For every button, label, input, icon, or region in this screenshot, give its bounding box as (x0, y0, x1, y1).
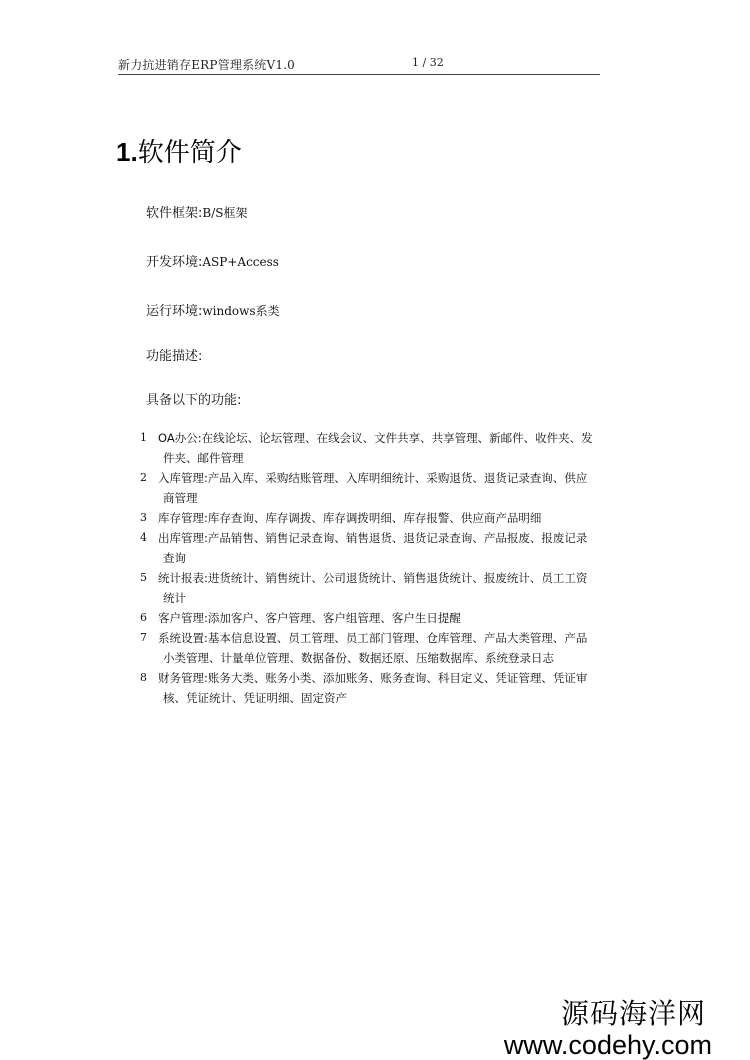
runtime-label: 运行环境: (146, 304, 203, 319)
list-item-continuation: 件夹、邮件管理 (163, 451, 244, 465)
list-item-number: 5 (140, 571, 147, 584)
list-item-number: 1 (140, 431, 147, 444)
list-item (140, 528, 635, 568)
list-item-continuation: 商管理 (163, 491, 198, 505)
framework-label: 软件框架: (146, 206, 203, 221)
section-heading (116, 132, 242, 169)
list-item-text: 财务管理:账务大类、账务小类、添加账务、账务查询、科目定义、凭证管理、凭证审 (158, 671, 588, 685)
list-item (140, 468, 635, 508)
site-watermark (504, 997, 712, 1059)
page-header (118, 54, 600, 75)
list-item-continuation: 查询 (163, 551, 186, 565)
list-item-text: 系统设置:基本信息设置、员工管理、员工部门管理、仓库管理、产品大类管理、产品 (158, 631, 588, 645)
watermark-site-url: www.codehy.com (503, 1030, 712, 1060)
list-item-text: 库存管理:库存查询、库存调拨、库存调拨明细、库存报警、供应商产品明细 (158, 511, 542, 525)
section-number: 1. (116, 137, 138, 167)
list-item-number: 2 (140, 471, 147, 484)
list-item-text: 入库管理:产品入库、采购结账管理、入库明细统计、采购退货、退货记录查询、供应 (158, 471, 588, 485)
list-item-number: 4 (140, 531, 147, 544)
list-item-continuation: 小类管理、计量单位管理、数据备份、数据还原、压缩数据库、系统登录日志 (163, 651, 554, 665)
document-title: 新力抗进销存ERP管理系统V1.0 (118, 58, 296, 72)
list-item-continuation: 统计 (163, 591, 186, 605)
list-item (140, 428, 635, 468)
dev-env-label: 开发环境: (146, 255, 203, 270)
list-item (140, 668, 635, 708)
list-item (140, 508, 635, 528)
dev-env-value: ASP+Access (202, 255, 279, 269)
dev-env-line (146, 251, 279, 270)
framework-line (146, 202, 247, 221)
runtime-line (146, 300, 280, 319)
page-indicator: 1 / 32 (412, 56, 444, 69)
list-item-number: 3 (140, 511, 147, 524)
list-item-number: 8 (140, 671, 147, 684)
list-item-text: 统计报表:进货统计、销售统计、公司退货统计、销售退货统计、报废统计、员工工资 (158, 571, 588, 585)
runtime-value: windows系类 (202, 304, 280, 318)
framework-value: B/S框架 (202, 206, 248, 220)
list-item (140, 568, 635, 608)
section-title: 软件简介 (137, 138, 242, 168)
description-label: 功能描述: (146, 349, 203, 364)
list-item-text: 客户管理:添加客户、客户管理、客户组管理、客户生日提醒 (158, 611, 461, 625)
list-item-number: 7 (140, 631, 147, 644)
list-item (140, 608, 635, 628)
list-item-continuation: 核、凭证统计、凭证明细、固定资产 (163, 691, 347, 705)
feature-list (140, 428, 635, 708)
list-item (140, 628, 635, 668)
list-item-text: OA办公:在线论坛、论坛管理、在线会议、文件共享、共享管理、新邮件、收件夹、发 (158, 431, 593, 445)
list-item-number: 6 (140, 611, 147, 624)
features-intro: 具备以下的功能: (146, 393, 242, 408)
list-item-text: 出库管理:产品销售、销售记录查询、销售退货、退货记录查询、产品报废、报废记录 (158, 531, 588, 545)
watermark-site-name: 源码海洋网 (560, 997, 706, 1030)
